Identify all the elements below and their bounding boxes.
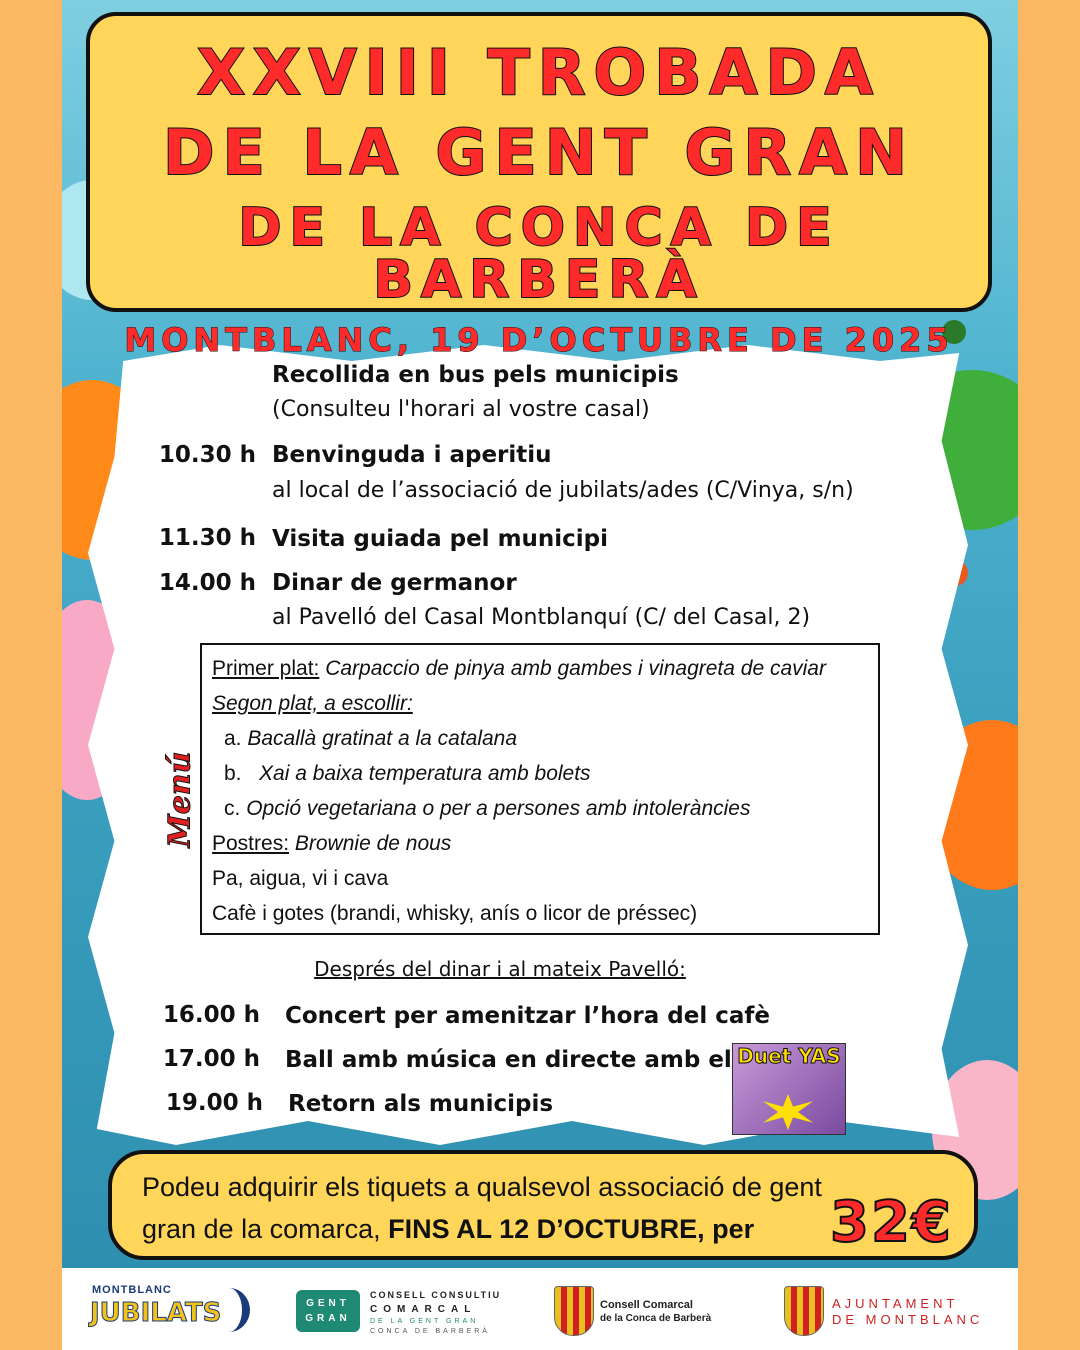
return-time: 19.00 h [165, 1090, 263, 1116]
consell-line-3: DE LA GENT GRAN [370, 1318, 479, 1325]
consell-gent-gran-logo [292, 1268, 502, 1350]
jubilats-logo [90, 1268, 250, 1350]
option-marker: a. [224, 727, 242, 750]
starburst-icon [763, 1094, 813, 1130]
afternoon-heading: Després del dinar i al mateix Pavelló: [314, 957, 686, 981]
gent-gran-badge: GENT GRAN [296, 1290, 360, 1332]
return-title: Retorn als municipis [288, 1091, 554, 1117]
bus-title: Recollida en bus pels municipis [272, 362, 679, 388]
lunch-subtitle: al Pavelló del Casal Montblanquí (C/ del Casal, 2) [272, 605, 811, 630]
visit-time: 11.30 h [158, 525, 256, 551]
comarcal-line-2: de la Conca de Barberà [600, 1313, 712, 1324]
consell-comarcal-logo [552, 1268, 752, 1350]
ajuntament-line-2: DE MONTBLANC [832, 1312, 984, 1327]
wave-icon [208, 1288, 250, 1332]
ticket-price: 32€ [830, 1190, 953, 1255]
ticket-info-box [108, 1150, 978, 1260]
visit-title: Visita guiada pel municipi [272, 526, 609, 552]
option-marker: c. [224, 797, 241, 820]
comarcal-line-1: Consell Comarcal [600, 1299, 693, 1311]
dessert-label: Postres: [212, 832, 290, 855]
dessert-value: Brownie de nous [294, 832, 452, 855]
right-border [1018, 0, 1080, 1350]
sponsor-footer [62, 1268, 1018, 1350]
consell-line-2: COMARCAL [370, 1304, 477, 1315]
welcome-time: 10.30 h [158, 442, 256, 468]
concert-time: 16.00 h [162, 1002, 260, 1028]
montblanc-shield-icon [784, 1286, 824, 1336]
welcome-title: Benvinguda i aperitiu [272, 442, 552, 468]
consell-line-1: CONSELL CONSULTIU [370, 1290, 502, 1300]
option-text: Opció vegetariana o per a persones amb intoleràncies [246, 797, 751, 820]
menu-coffee: Cafè i gotes (brandi, whisky, anís o licor de préssec) [212, 902, 698, 925]
lunch-time: 14.00 h [158, 570, 256, 596]
ticket-deadline: FINS AL 12 D’OCTUBRE, per [388, 1214, 755, 1244]
first-course-label: Primer plat: [212, 657, 320, 680]
concert-title: Concert per amenitzar l’hora del cafè [285, 1003, 771, 1029]
left-border [0, 0, 62, 1350]
title-line-1: XXVIII TROBADA [197, 36, 881, 109]
welcome-subtitle: al local de l’associació de jubilats/ades (C/Vinya, s/n) [272, 478, 854, 503]
band-label: Duet YAS [737, 1044, 841, 1068]
title-line-2: DE LA GENT GRAN [163, 116, 915, 189]
option-text: Xai a baixa temperatura amb bolets [259, 762, 591, 785]
option-marker: b. [224, 762, 242, 785]
ajuntament-line-1: AJUNTAMENT [832, 1296, 959, 1311]
ticket-line-1: Podeu adquirir els tiquets a qualsevol associació de gent [142, 1172, 822, 1202]
ticket-line-2 [142, 1208, 822, 1250]
dance-title: Ball amb música en directe amb el [285, 1047, 732, 1073]
ajuntament-logo [782, 1268, 1002, 1350]
band-photo [732, 1043, 846, 1135]
consell-line-4: CONCA DE BARBERÀ [370, 1328, 490, 1335]
lunch-title: Dinar de germanor [272, 570, 517, 596]
ticket-text [142, 1166, 822, 1250]
bus-subtitle: (Consulteu l'horari al vostre casal) [272, 397, 650, 422]
menu-drinks: Pa, aigua, vi i cava [212, 867, 389, 890]
title-line-3: DE LA CONCA DE BARBERÀ [238, 198, 840, 310]
jubilats-logo-top: MONTBLANC [92, 1284, 172, 1296]
second-course-label: Segon plat, a escollir: [212, 692, 413, 715]
option-text: Bacallà gratinat a la catalana [247, 727, 518, 750]
first-course-value: Carpaccio de pinya amb gambes i vinagreta de caviar [325, 657, 826, 680]
comarcal-shield-icon [554, 1286, 594, 1336]
jubilats-logo-main: JUBILATS [90, 1298, 222, 1328]
ticket-line-2-prefix: gran de la comarca, [142, 1214, 389, 1244]
menu-label: Menú [162, 751, 198, 848]
dance-time: 17.00 h [162, 1046, 260, 1072]
event-date: MONTBLANC, 19 D’OCTUBRE DE 2025 [124, 321, 954, 359]
